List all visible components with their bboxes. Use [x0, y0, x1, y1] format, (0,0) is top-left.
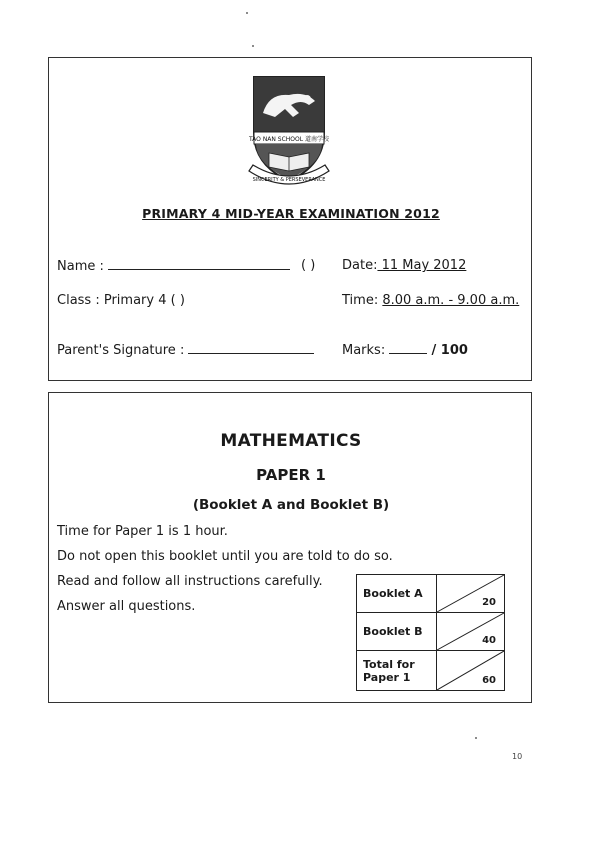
page-number: 10 — [512, 752, 523, 761]
class-field: Class : Primary 4 ( ) — [57, 293, 185, 308]
marks-blank-line[interactable] — [389, 342, 427, 354]
instruction-line: Time for Paper 1 is 1 hour. — [57, 524, 228, 539]
marks-label: Marks: — [342, 343, 386, 358]
scan-speck — [252, 45, 254, 47]
score-row-booklet-b — [357, 613, 505, 651]
exam-title: PRIMARY 4 MID-YEAR EXAMINATION 2012 — [142, 206, 440, 221]
score-cell[interactable] — [437, 651, 505, 691]
instruction-line: Answer all questions. — [57, 599, 196, 614]
date-value: 11 May 2012 — [377, 258, 467, 273]
parent-signature-label: Parent's Signature : — [57, 343, 185, 358]
exam-header-box — [48, 57, 532, 381]
marks-total: / 100 — [431, 343, 468, 358]
score-row-label: Total for Paper 1 — [357, 651, 437, 691]
score-table — [356, 574, 505, 691]
score-row-booklet-a — [357, 575, 505, 613]
parent-signature-field[interactable] — [57, 342, 314, 358]
name-field[interactable] — [57, 258, 290, 274]
date-field — [342, 258, 466, 273]
score-cell[interactable] — [437, 575, 505, 613]
time-label: Time: — [342, 293, 379, 308]
parent-signature-line[interactable] — [188, 342, 314, 354]
score-max: 20 — [482, 597, 496, 608]
time-value: 8.00 a.m. - 9.00 a.m. — [382, 293, 520, 308]
score-row-total — [357, 651, 505, 691]
name-blank-line[interactable] — [108, 258, 290, 270]
crest-school-name: TAO NAN SCHOOL 道南学校 — [248, 136, 330, 143]
paper-title: PAPER 1 — [256, 466, 326, 484]
score-max: 60 — [482, 675, 496, 686]
score-row-label: Booklet A — [357, 575, 437, 613]
scan-speck — [246, 12, 248, 14]
name-label: Name : — [57, 259, 104, 274]
instruction-line: Do not open this booklet until you are told to do so. — [57, 549, 393, 564]
register-number-parens: ( ) — [301, 258, 316, 273]
paper-cover-box — [48, 392, 532, 703]
date-label: Date: — [342, 258, 378, 273]
score-cell[interactable] — [437, 613, 505, 651]
scan-speck — [475, 737, 477, 739]
subject-title: MATHEMATICS — [220, 431, 362, 451]
crest-motto: SINCERITY & PERSEVERANCE — [252, 177, 326, 183]
score-max: 40 — [482, 635, 496, 646]
instruction-line: Read and follow all instructions carefully. — [57, 574, 323, 589]
time-field — [342, 293, 519, 308]
booklets-subtitle: (Booklet A and Booklet B) — [192, 497, 390, 513]
score-row-label: Booklet B — [357, 613, 437, 651]
school-crest-logo — [239, 73, 339, 188]
marks-field — [342, 342, 468, 358]
